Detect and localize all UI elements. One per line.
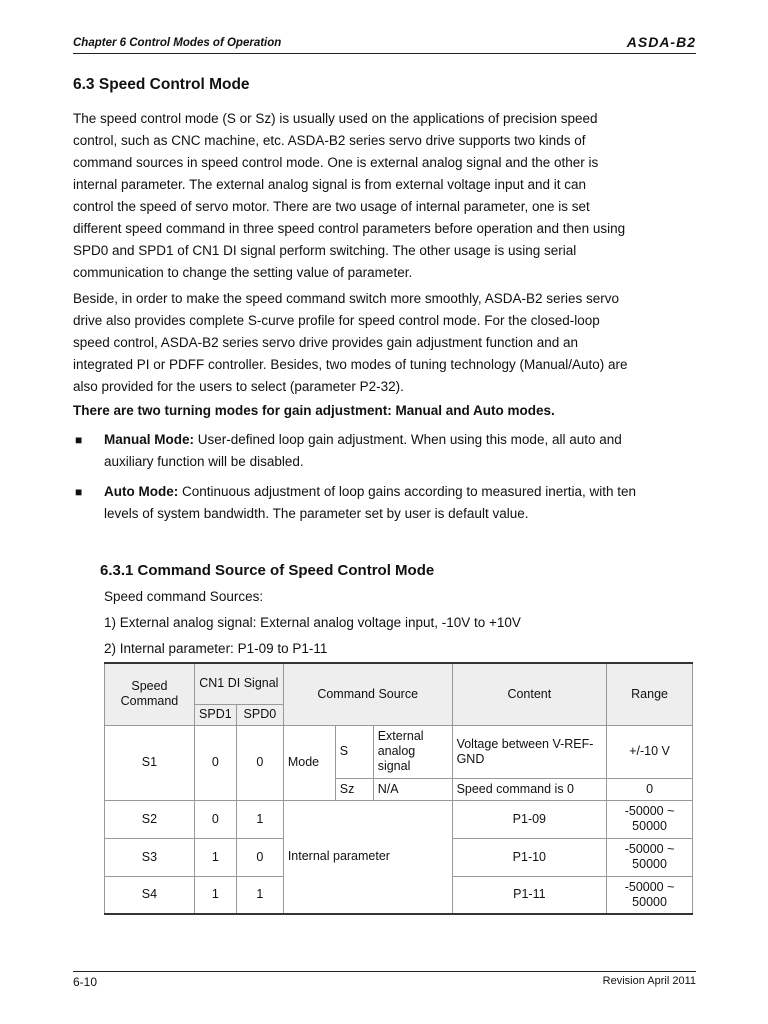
cell-spd0: 1 [236,876,283,914]
text-line: also provided for the users to select (parameter P2-32). [73,379,404,394]
text-line: Continuous adjustment of loop gains according to measured inertia, with ten [178,484,637,499]
cell-cmd: S1 [105,725,195,800]
bullet-square-icon: ■ [75,433,83,447]
bullet-square-icon: ■ [75,485,83,499]
cell-spd0: 0 [236,725,283,800]
subsection-title: 6.3.1 Command Source of Speed Control Mode [100,562,435,579]
text-line: communication to change the setting value of parameter. [73,265,413,280]
cell-cmd: S2 [105,800,195,838]
cell-source: External analog signal [373,725,452,778]
header-rule [73,53,696,54]
text-line: Beside, in order to make the speed command switch more smoothly, ASDA-B2 series servo [73,291,619,306]
cell-mode-sz: Sz [335,778,373,800]
header-cn1-di-signal: CN1 DI Signal [194,663,283,704]
cell-spd0: 1 [236,800,283,838]
bullet-term: Manual Mode: [104,432,194,447]
cell-mode-s: S [335,725,373,778]
cell-cmd: S4 [105,876,195,914]
cell-spd1: 1 [194,838,236,876]
text-line: SPD0 and SPD1 of CN1 DI signal perform switching. The other usage is using serial [73,243,577,258]
text-line: speed control, ASDA-B2 series servo drive provides gain adjustment function and an [73,335,579,350]
cell-mode: Mode [283,725,335,800]
cell-range: -50000 ~ 50000 [607,876,693,914]
cell-spd1: 0 [194,725,236,800]
bullet-term: Auto Mode: [104,484,179,499]
paragraph-2 [73,288,628,398]
cell-spd0: 0 [236,838,283,876]
cell-internal-parameter: Internal parameter [283,800,452,914]
gain-modes-heading: There are two turning modes for gain adjustment: Manual and Auto modes. [73,403,555,418]
header-content: Content [452,663,607,725]
cell-cmd: S3 [105,838,195,876]
cell-range: -50000 ~ 50000 [607,838,693,876]
page-number: 6-10 [73,975,98,989]
cell-content: Speed command is 0 [452,778,607,800]
text-line: drive also provides complete S-curve profile for speed control mode. For the closed-loop [73,313,600,328]
text-line: The speed control mode (S or Sz) is usually used on the applications of precision speed [73,111,598,126]
table-row [105,725,693,778]
cell-content: P1-10 [452,838,607,876]
asda-logo: ASDA-B2 [626,34,696,50]
text-line: command sources in speed control mode. One is external analog signal and the other is [73,155,599,170]
cell-spd1: 1 [194,876,236,914]
header-command-source: Command Source [283,663,452,725]
header-spd0: SPD0 [236,704,283,725]
bullet-manual-mode [104,429,622,473]
cell-content: Voltage between V-REF-GND [452,725,607,778]
cell-content: P1-11 [452,876,607,914]
header-spd1: SPD1 [194,704,236,725]
section-title: 6.3 Speed Control Mode [73,76,250,93]
cell-range: 0 [607,778,693,800]
text-line: integrated PI or PDFF controller. Besides, two modes of tuning technology (Manual/Auto) are [73,357,628,372]
chapter-header: Chapter 6 Control Modes of Operation [73,37,282,49]
table-row [105,800,693,838]
sources-intro: Speed command Sources: [104,589,264,604]
revision-label: Revision April 2011 [602,975,696,987]
footer-rule [73,971,696,972]
bullet-auto-mode [104,481,636,525]
cell-source: N/A [373,778,452,800]
source-item-1: 1) External analog signal: External analog voltage input, -10V to +10V [104,615,521,630]
paragraph-1 [73,108,625,284]
text-line: User-defined loop gain adjustment. When using this mode, all auto and [194,432,622,447]
cell-range: -50000 ~ 50000 [607,800,693,838]
cell-spd1: 0 [194,800,236,838]
cell-range: +/-10 V [607,725,693,778]
speed-command-table [104,662,693,915]
text-line: control, such as CNC machine, etc. ASDA-B2 series servo drive supports two kinds of [73,133,586,148]
text-line: different speed command in three speed control parameters before operation and then using [73,221,626,236]
text-line: internal parameter. The external analog signal is from external voltage input and it can [73,177,587,192]
text-line: auxiliary function will be disabled. [104,454,304,469]
source-item-2: 2) Internal parameter: P1-09 to P1-11 [104,641,328,656]
cell-content: P1-09 [452,800,607,838]
header-range: Range [607,663,693,725]
text-line: levels of system bandwidth. The parameter set by user is default value. [104,506,529,521]
text-line: control the speed of servo motor. There are two usage of internal parameter, one is set [73,199,590,214]
header-speed-command: Speed Command [105,663,195,725]
